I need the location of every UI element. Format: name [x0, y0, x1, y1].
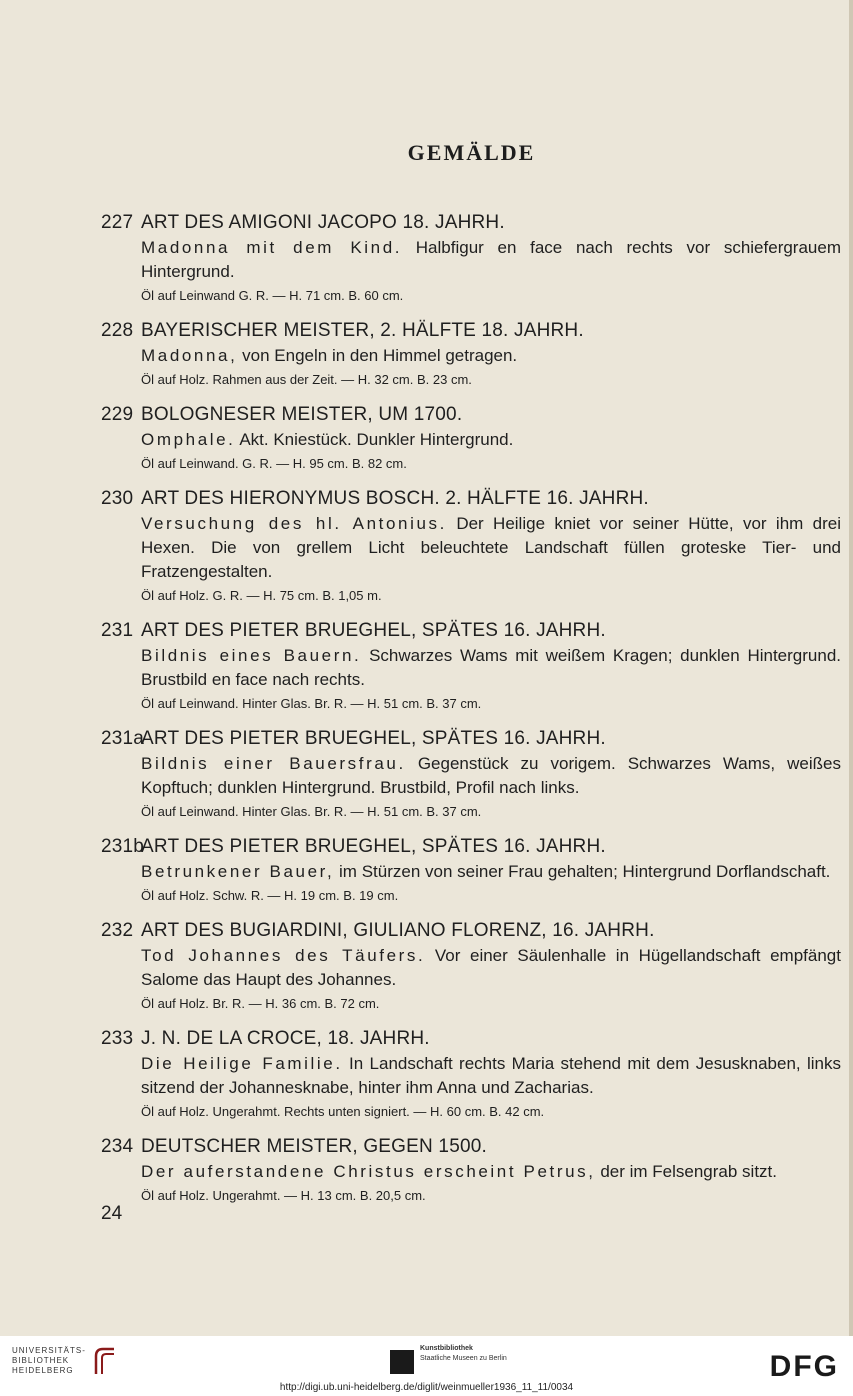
- library-line: HEIDELBERG: [12, 1366, 74, 1375]
- entry-description: von Engeln in den Himmel getragen.: [242, 346, 518, 365]
- entry-meta: Öl auf Holz. Ungerahmt. — H. 13 cm. B. 20,5 cm.: [141, 1188, 426, 1203]
- catalog-entry: [101, 1134, 841, 1206]
- entry-number: 231a: [101, 728, 145, 749]
- library-line: UNIVERSITÄTS-: [12, 1346, 86, 1355]
- section-title: GEMÄLDE: [407, 140, 536, 165]
- kunstbibliothek-eagle-icon: [390, 1350, 414, 1374]
- entry-meta: Öl auf Leinwand G. R. — H. 71 cm. B. 60 cm.: [141, 288, 404, 303]
- library-line: BIBLIOTHEK: [12, 1356, 70, 1365]
- entry-artist: BAYERISCHER MEISTER, 2. HÄLFTE 18. JAHRH.: [141, 320, 584, 341]
- kunstbibliothek-logo[interactable]: [390, 1344, 507, 1374]
- entry-artist: DEUTSCHER MEISTER, GEGEN 1500.: [141, 1136, 487, 1157]
- catalog-entry: [101, 1026, 841, 1122]
- entry-description: der im Felsengrab sitzt.: [600, 1162, 777, 1181]
- entry-artist: ART DES AMIGONI JACOPO 18. JAHRH.: [141, 212, 505, 233]
- entry-description: Halbfigur en face nach rechts vor schiefergrauem Hintergrund.: [141, 238, 841, 281]
- entry-title: Betrunkener Bauer,: [141, 862, 335, 881]
- entry-description: Gegenstück zu vorigem. Schwarzes Wams, weißes Kopftuch; dunklen Hintergrund. Brustbild, Profil nach links.: [141, 754, 841, 797]
- entry-number: 234: [101, 1136, 134, 1157]
- catalog-entry: [101, 726, 841, 822]
- catalog-entry: [101, 318, 841, 390]
- entry-title: Versuchung des hl. Antonius.: [141, 514, 447, 533]
- entry-meta: Öl auf Holz. Ungerahmt. Rechts unten signiert. — H. 60 cm. B. 42 cm.: [141, 1104, 545, 1119]
- entry-number: 228: [101, 320, 134, 341]
- entry-number: 233: [101, 1028, 134, 1049]
- entry-meta: Öl auf Leinwand. Hinter Glas. Br. R. — H. 51 cm. B. 37 cm.: [141, 804, 482, 819]
- page-number: 24: [101, 1203, 123, 1224]
- dfg-logo[interactable]: DFG: [769, 1350, 839, 1383]
- kb-subtitle: Staatliche Museen zu Berlin: [420, 1355, 507, 1362]
- catalog-entry: [101, 486, 841, 606]
- entry-meta: Öl auf Leinwand. G. R. — H. 95 cm. B. 82 cm.: [141, 456, 407, 471]
- entry-title: Der auferstandene Christus erscheint Petrus,: [141, 1162, 596, 1181]
- entry-artist: ART DES HIERONYMUS BOSCH. 2. HÄLFTE 16. JAHRH.: [141, 488, 649, 509]
- entry-artist: BOLOGNESER MEISTER, UM 1700.: [141, 404, 463, 425]
- entry-artist: ART DES BUGIARDINI, GIULIANO FLORENZ, 16. JAHRH.: [141, 920, 655, 941]
- entry-meta: Öl auf Holz. Schw. R. — H. 19 cm. B. 19 cm.: [141, 888, 399, 903]
- entry-meta: Öl auf Holz. Rahmen aus der Zeit. — H. 32 cm. B. 23 cm.: [141, 372, 472, 387]
- digitization-footer: [0, 1336, 853, 1396]
- entry-title: Die Heilige Familie.: [141, 1054, 343, 1073]
- entry-meta: Öl auf Leinwand. Hinter Glas. Br. R. — H. 51 cm. B. 37 cm.: [141, 696, 482, 711]
- university-library-logo[interactable]: [12, 1346, 116, 1376]
- entry-number: 231b: [101, 836, 145, 857]
- entry-artist: ART DES PIETER BRUEGHEL, SPÄTES 16. JAHRH.: [141, 620, 606, 641]
- entry-description: Akt. Kniestück. Dunkler Hintergrund.: [239, 430, 514, 449]
- catalog-entry: [101, 618, 841, 714]
- entry-title: Bildnis eines Bauern.: [141, 646, 362, 665]
- entry-number: 232: [101, 920, 134, 941]
- entry-number: 227: [101, 212, 134, 233]
- catalog-entries: [101, 210, 841, 1218]
- entry-description: im Stürzen von seiner Frau gehalten; Hintergrund Dorflandschaft.: [339, 862, 831, 881]
- catalog-entry: [101, 402, 841, 474]
- catalog-entry: [101, 918, 841, 1014]
- entry-title: Madonna mit dem Kind.: [141, 238, 403, 257]
- entry-artist: ART DES PIETER BRUEGHEL, SPÄTES 16. JAHRH.: [141, 728, 606, 749]
- entry-meta: Öl auf Holz. G. R. — H. 75 cm. B. 1,05 m.: [141, 588, 382, 603]
- entry-number: 231: [101, 620, 134, 641]
- kb-name: Kunstbibliothek: [420, 1345, 473, 1352]
- entry-number: 230: [101, 488, 134, 509]
- library-crest-icon: [94, 1346, 116, 1376]
- entry-title: Omphale.: [141, 430, 236, 449]
- entry-title: Tod Johannes des Täufers.: [141, 946, 426, 965]
- entry-title: Bildnis einer Bauersfrau.: [141, 754, 406, 773]
- entry-artist: ART DES PIETER BRUEGHEL, SPÄTES 16. JAHRH.: [141, 836, 606, 857]
- entry-meta: Öl auf Holz. Br. R. — H. 36 cm. B. 72 cm.: [141, 996, 380, 1011]
- entry-artist: J. N. DE LA CROCE, 18. JAHRH.: [141, 1028, 430, 1049]
- source-url[interactable]: http://digi.ub.uni-heidelberg.de/diglit/weinmueller1936_11_11/0034: [279, 1382, 574, 1393]
- entry-title: Madonna,: [141, 346, 238, 365]
- entry-description: In Landschaft rechts Maria stehend mit dem Jesusknaben, links sitzend der Johannesknabe, hinter ihm Anna und Zacharias.: [141, 1054, 841, 1097]
- entry-description: Schwarzes Wams mit weißem Kragen; dunklen Hintergrund. Brustbild en face nach rechts.: [141, 646, 841, 689]
- entry-description: Vor einer Säulenhalle in Hügellandschaft empfängt Salome das Haupt des Johannes.: [141, 946, 841, 989]
- entry-number: 229: [101, 404, 134, 425]
- entry-description: Der Heilige kniet vor seiner Hütte, vor ihm drei Hexen. Die von grellem Licht beleuchtete Landschaft füllen groteske Tier- und Fratzengestalten.: [141, 514, 841, 581]
- catalog-entry: [101, 210, 841, 306]
- catalog-entry: [101, 834, 841, 906]
